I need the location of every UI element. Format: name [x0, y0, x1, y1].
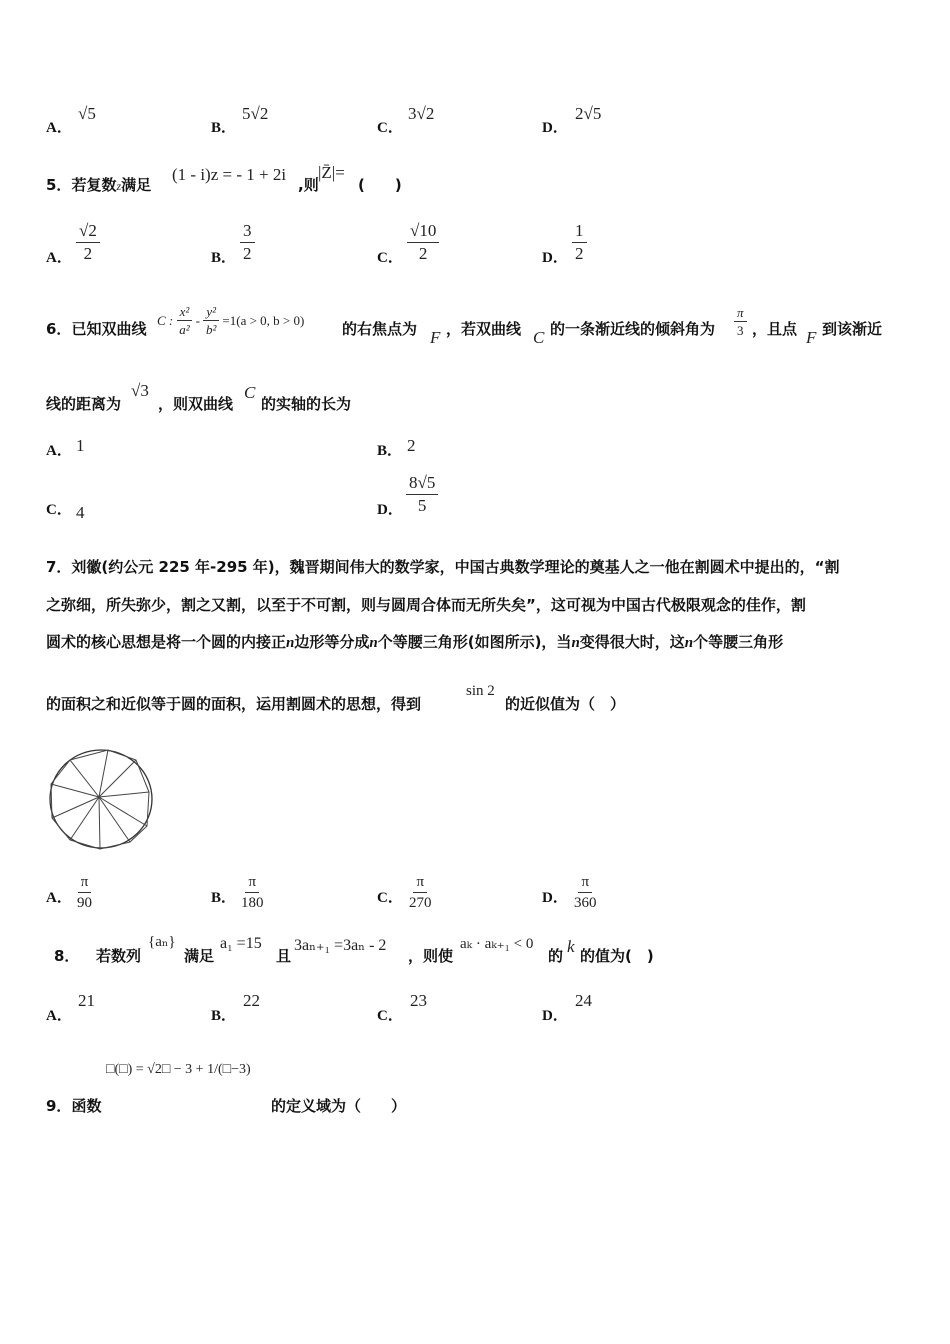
q6-y2: y² [203, 305, 219, 321]
q4-option-b-label: B． [211, 120, 237, 136]
q7-line3c: 个等腰三角形(如图所示)，当 [377, 633, 572, 651]
q9-formula-image: □(□) = √2□ − 3 + 1/(□−3) [106, 1062, 251, 1077]
q7-line3a: 圆术的核心思想是将一个圆的内接正 [46, 633, 287, 651]
q5-var-z: z [116, 179, 122, 193]
q6-C1: C [533, 328, 545, 347]
q7-option-b-fraction [238, 874, 267, 911]
q6-text1: 已知双曲线 [71, 320, 147, 338]
q8-recurrence: 3aₙ₊₁ =3aₙ - 2 [294, 937, 387, 954]
q7-option-d-den: 360 [574, 894, 597, 911]
q5-option-a-den: 2 [83, 243, 93, 263]
q5-option-d-label: D． [542, 250, 568, 266]
q9-stem-start [46, 1095, 101, 1116]
q7-line1: 7．刘徽(约公元 225 年-295 年)，魏晋期间伟大的数学家，中国古典数学理论的奠基人之一他在割圆术中提出的，“割 [46, 558, 840, 576]
q5-option-d-den: 2 [575, 243, 584, 263]
q7-n2: n [369, 635, 378, 651]
q7-option-a-label: A． [46, 890, 72, 906]
q7-option-c-den: 270 [409, 894, 432, 911]
q8-option-b-value: 22 [243, 991, 260, 1010]
q7-option-c-fraction [406, 874, 435, 911]
q7-option-a-den: 90 [77, 894, 92, 911]
q7-line3b: 边形等分成 [294, 633, 370, 651]
q5-stem [46, 174, 151, 195]
q6-option-a-value: 1 [76, 436, 85, 455]
q5-text2: 满足 [121, 176, 152, 194]
q8-text6: 的值为( ) [580, 947, 654, 965]
q6-x2: x² [177, 305, 193, 321]
q6-hyperbola-equation [157, 305, 304, 338]
q7-n4: n [684, 635, 694, 651]
q7-n3: n [571, 635, 580, 651]
q6-number: 6． [46, 320, 72, 338]
q5-option-d-num: 1 [572, 222, 587, 243]
q5-option-b-num: 3 [240, 222, 255, 243]
q7-option-d-label: D． [542, 890, 568, 906]
q6-option-b-label: B． [377, 443, 403, 459]
q6-C2: C [244, 383, 256, 402]
q5-text1: 若复数 [71, 176, 117, 194]
q4-option-d-label: D． [542, 120, 568, 136]
q6-pi: π [734, 306, 747, 322]
q6-minus: - [195, 313, 200, 329]
q7-option-b-den: 180 [241, 894, 264, 911]
q6-option-a-label: A． [46, 443, 72, 459]
q6-frac-x [176, 305, 192, 338]
q6-text6: 到该渐近 [822, 320, 883, 338]
q7-line3 [46, 631, 783, 652]
q5-option-a-label: A． [46, 250, 72, 266]
q5-option-a-num: √2 [76, 222, 100, 243]
q6-text4: 的一条渐近线的倾斜角为 [550, 320, 716, 338]
q8-k: k [567, 937, 575, 956]
q6-option-d-label: D． [377, 502, 403, 518]
q9-number: 9． [46, 1097, 72, 1115]
q8-option-c-label: C． [377, 1008, 403, 1024]
q6-condition: =1(a > 0, b > 0) [222, 313, 305, 329]
q8-option-d-value: 24 [575, 991, 592, 1010]
q4-option-a-value: √5 [78, 104, 96, 123]
q7-option-c-label: C． [377, 890, 403, 906]
q7-line4a: 的面积之和近似等于圆的面积，运用割圆术的思想，得到 [46, 695, 422, 713]
q5-text3: ,则 [298, 176, 319, 194]
q6-three: 3 [737, 323, 744, 339]
q7-line2: 之弥细，所失弥少，割之又割，以至于不可割，则与圆周合体而无所失矣”，这可视为中国古代极限观念的佳作，割 [46, 596, 806, 614]
q6-text3: ，若双曲线 [446, 320, 522, 338]
q8-text3: 且 [276, 947, 292, 965]
q5-option-b-label: B． [211, 250, 237, 266]
q6-text8: ，则双曲线 [158, 395, 234, 413]
q8-option-b-label: B． [211, 1008, 237, 1024]
q5-option-b-den: 2 [243, 243, 252, 263]
q6-option-c-label: C． [46, 502, 72, 518]
q6-F1: F [430, 328, 441, 347]
q6-option-c-value: 4 [76, 503, 85, 522]
q8-text1: 若数列 [96, 947, 142, 965]
q8-text2: 满足 [184, 947, 215, 965]
q8-text4: ，则使 [408, 947, 454, 965]
q8-text5: 的 [548, 947, 564, 965]
q8-option-a-value: 21 [78, 991, 95, 1010]
q8-a1: a₁ =15 [220, 935, 262, 952]
q9-text2: 的定义域为（ ） [271, 1097, 407, 1115]
q6-a2: a² [179, 322, 190, 338]
q4-option-a-label: A． [46, 120, 72, 136]
q6-option-b-value: 2 [407, 436, 416, 455]
q4-option-b-value: 5√2 [242, 104, 269, 123]
q7-option-d-num: π [578, 874, 592, 893]
q6-option-d-den: 5 [417, 495, 427, 515]
q6-text7: 线的距离为 [46, 395, 122, 413]
q4-option-c-value: 3√2 [408, 104, 435, 123]
q5-option-c-label: C． [377, 250, 403, 266]
q6-frac-y [203, 305, 219, 338]
q6-sqrt3: √3 [131, 381, 149, 400]
q7-n1: n [286, 635, 295, 651]
q7-option-b-num: π [245, 874, 259, 893]
q4-option-c-label: C． [377, 120, 403, 136]
q6-b2: b² [206, 322, 217, 338]
q7-option-b-label: B． [211, 890, 237, 906]
q6-option-d-fraction [406, 474, 438, 515]
q8-sequence: {aₙ} [148, 934, 176, 950]
polygon-figure [48, 748, 154, 852]
q7-sin2: sin 2 [466, 683, 495, 699]
q6-angle-fraction [734, 306, 747, 339]
q7-option-c-num: π [413, 874, 427, 893]
q7-line4b: 的近似值为（ ） [505, 695, 626, 713]
q8-inequality: aₖ · aₖ₊₁ < 0 [460, 936, 534, 952]
q8-option-d-label: D． [542, 1008, 568, 1024]
q5-paren: ( ) [358, 176, 402, 194]
q4-option-d-value: 2√5 [575, 104, 602, 123]
q7-option-a-num: π [78, 874, 92, 893]
q5-option-c-num: √10 [407, 222, 439, 243]
q7-line3d: 变得很大时，这 [579, 633, 685, 651]
q6-F2: F [806, 328, 817, 347]
q5-option-d-fraction [572, 222, 587, 263]
q7-line3e: 个等腰三角形 [693, 633, 784, 651]
q6-curve-name: C : [157, 313, 174, 329]
q5-option-c-den: 2 [418, 243, 428, 263]
q8-option-c-value: 23 [410, 991, 427, 1010]
q7-option-a-fraction [74, 874, 95, 911]
q8-number: 8． [54, 947, 80, 965]
q6-stem-start [46, 318, 146, 339]
q5-option-b-fraction [240, 222, 255, 263]
q6-text5: ，且点 [752, 320, 798, 338]
q5-equation: (1 - i)z = - 1 + 2i [172, 165, 287, 184]
q6-option-d-num: 8√5 [406, 474, 438, 495]
q9-text1: 函数 [71, 1097, 102, 1115]
q6-text2: 的右焦点为 [342, 320, 418, 338]
q5-number: 5． [46, 176, 72, 194]
q5-option-c-fraction [407, 222, 439, 263]
q8-option-a-label: A． [46, 1008, 72, 1024]
q5-option-a-fraction [76, 222, 100, 263]
q5-modulus: |Z̄|= [318, 163, 345, 182]
q7-option-d-fraction [571, 874, 600, 911]
q6-text9: 的实轴的长为 [261, 395, 352, 413]
